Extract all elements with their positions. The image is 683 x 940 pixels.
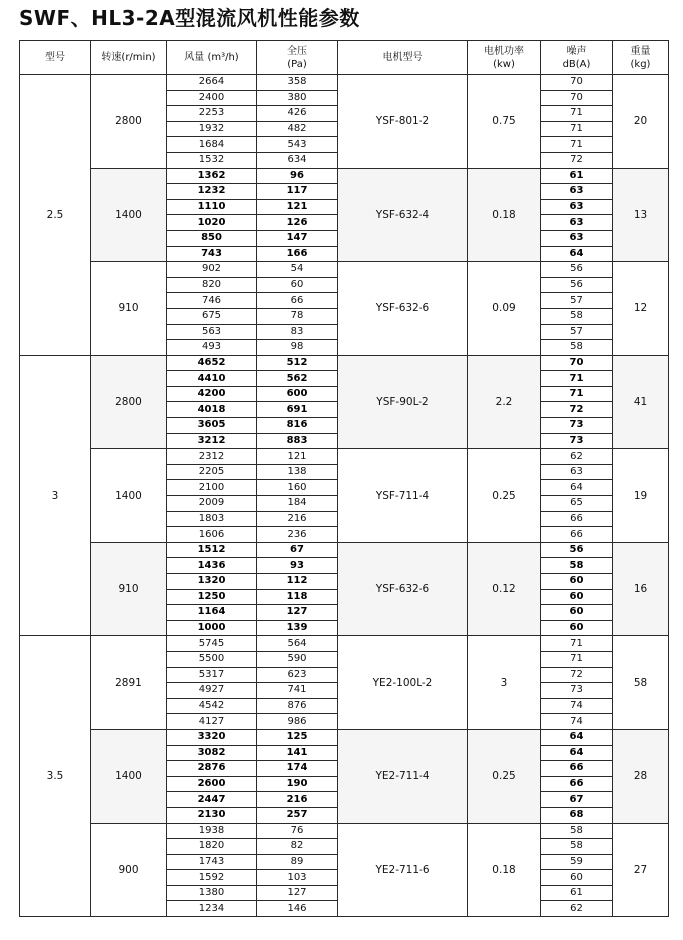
flow-cell: 1000: [167, 620, 257, 636]
flow-cell: 1820: [167, 839, 257, 855]
noise-cell: 64: [541, 729, 613, 745]
pressure-cell: 691: [257, 402, 338, 418]
pressure-cell: 600: [257, 386, 338, 402]
pressure-cell: 482: [257, 121, 338, 137]
noise-cell: 56: [541, 277, 613, 293]
speed-cell: 910: [91, 542, 167, 636]
pressure-cell: 76: [257, 823, 338, 839]
pressure-cell: 512: [257, 355, 338, 371]
flow-cell: 1803: [167, 511, 257, 527]
flow-cell: 4018: [167, 402, 257, 418]
noise-cell: 58: [541, 558, 613, 574]
table-row: [20, 636, 669, 652]
flow-cell: 2876: [167, 761, 257, 777]
header-flow: 风量 (m³/h): [167, 41, 257, 75]
flow-cell: 1512: [167, 542, 257, 558]
noise-cell: 64: [541, 246, 613, 262]
weight-cell: 13: [613, 168, 669, 262]
pressure-cell: 93: [257, 558, 338, 574]
pressure-cell: 67: [257, 542, 338, 558]
flow-cell: 1020: [167, 215, 257, 231]
flow-cell: 1743: [167, 854, 257, 870]
model-cell: 3.5: [20, 636, 91, 917]
noise-cell: 58: [541, 839, 613, 855]
table-body: [20, 75, 669, 917]
noise-cell: 60: [541, 870, 613, 886]
speed-cell: 910: [91, 262, 167, 356]
pressure-cell: 257: [257, 807, 338, 823]
noise-cell: 73: [541, 433, 613, 449]
power-cell: 0.09: [468, 262, 541, 356]
noise-cell: 63: [541, 184, 613, 200]
noise-cell: 73: [541, 418, 613, 434]
table-row: [20, 262, 669, 278]
flow-cell: 3605: [167, 418, 257, 434]
pressure-cell: 83: [257, 324, 338, 340]
flow-cell: 675: [167, 308, 257, 324]
power-cell: 0.18: [468, 168, 541, 262]
flow-cell: 1234: [167, 901, 257, 917]
noise-cell: 65: [541, 496, 613, 512]
flow-cell: 1592: [167, 870, 257, 886]
pressure-cell: 121: [257, 199, 338, 215]
flow-cell: 902: [167, 262, 257, 278]
noise-cell: 56: [541, 542, 613, 558]
pressure-cell: 98: [257, 340, 338, 356]
noise-cell: 71: [541, 121, 613, 137]
power-cell: 0.18: [468, 823, 541, 917]
table-row: [20, 355, 669, 371]
speed-cell: 2800: [91, 355, 167, 449]
pressure-cell: 60: [257, 277, 338, 293]
flow-cell: 1684: [167, 137, 257, 153]
noise-cell: 74: [541, 714, 613, 730]
noise-cell: 60: [541, 620, 613, 636]
flow-cell: 2600: [167, 776, 257, 792]
pressure-cell: 118: [257, 589, 338, 605]
flow-cell: 1164: [167, 605, 257, 621]
flow-cell: 2009: [167, 496, 257, 512]
pressure-cell: 876: [257, 698, 338, 714]
flow-cell: 2205: [167, 464, 257, 480]
noise-cell: 66: [541, 511, 613, 527]
pressure-cell: 89: [257, 854, 338, 870]
weight-cell: 19: [613, 449, 669, 543]
pressure-cell: 117: [257, 184, 338, 200]
flow-cell: 4410: [167, 371, 257, 387]
noise-cell: 73: [541, 683, 613, 699]
pressure-cell: 883: [257, 433, 338, 449]
noise-cell: 70: [541, 90, 613, 106]
flow-cell: 3082: [167, 745, 257, 761]
noise-cell: 62: [541, 449, 613, 465]
flow-cell: 1362: [167, 168, 257, 184]
noise-cell: 60: [541, 589, 613, 605]
pressure-cell: 358: [257, 75, 338, 91]
flow-cell: 820: [167, 277, 257, 293]
motor-cell: YSF-632-4: [338, 168, 468, 262]
weight-cell: 20: [613, 75, 669, 169]
pressure-cell: 166: [257, 246, 338, 262]
pressure-cell: 147: [257, 230, 338, 246]
header-weight: 重量 (kg): [613, 41, 669, 75]
noise-cell: 63: [541, 215, 613, 231]
noise-cell: 70: [541, 355, 613, 371]
power-cell: 0.75: [468, 75, 541, 169]
speed-cell: 2800: [91, 75, 167, 169]
pressure-cell: 66: [257, 293, 338, 309]
model-cell: 3: [20, 355, 91, 636]
noise-cell: 63: [541, 464, 613, 480]
motor-cell: YE2-100L-2: [338, 636, 468, 730]
header-model: 型号: [20, 41, 91, 75]
pressure-cell: 125: [257, 729, 338, 745]
pressure-cell: 139: [257, 620, 338, 636]
flow-cell: 1380: [167, 885, 257, 901]
weight-cell: 58: [613, 636, 669, 730]
noise-cell: 61: [541, 885, 613, 901]
flow-cell: 1606: [167, 527, 257, 543]
power-cell: 0.25: [468, 729, 541, 823]
flow-cell: 1532: [167, 152, 257, 168]
noise-cell: 72: [541, 402, 613, 418]
noise-cell: 57: [541, 293, 613, 309]
flow-cell: 2130: [167, 807, 257, 823]
noise-cell: 72: [541, 152, 613, 168]
noise-cell: 66: [541, 776, 613, 792]
pressure-cell: 184: [257, 496, 338, 512]
header-speed: 转速(r/min): [91, 41, 167, 75]
flow-cell: 2253: [167, 106, 257, 122]
power-cell: 0.12: [468, 542, 541, 636]
pressure-cell: 562: [257, 371, 338, 387]
flow-cell: 1232: [167, 184, 257, 200]
noise-cell: 57: [541, 324, 613, 340]
noise-cell: 74: [541, 698, 613, 714]
motor-cell: YE2-711-6: [338, 823, 468, 917]
table-row: [20, 729, 669, 745]
flow-cell: 2400: [167, 90, 257, 106]
noise-cell: 70: [541, 75, 613, 91]
pressure-cell: 590: [257, 651, 338, 667]
noise-cell: 71: [541, 651, 613, 667]
pressure-cell: 160: [257, 480, 338, 496]
pressure-cell: 103: [257, 870, 338, 886]
flow-cell: 5745: [167, 636, 257, 652]
flow-cell: 2447: [167, 792, 257, 808]
motor-cell: YSF-801-2: [338, 75, 468, 169]
flow-cell: 850: [167, 230, 257, 246]
speed-cell: 1400: [91, 729, 167, 823]
table-row: [20, 449, 669, 465]
table-row: [20, 75, 669, 91]
speed-cell: 900: [91, 823, 167, 917]
weight-cell: 28: [613, 729, 669, 823]
noise-cell: 64: [541, 745, 613, 761]
speed-cell: 1400: [91, 449, 167, 543]
noise-cell: 72: [541, 667, 613, 683]
noise-cell: 63: [541, 199, 613, 215]
noise-cell: 71: [541, 636, 613, 652]
pressure-cell: 96: [257, 168, 338, 184]
pressure-cell: 543: [257, 137, 338, 153]
flow-cell: 3212: [167, 433, 257, 449]
header-noise: 噪声 dB(A): [541, 41, 613, 75]
pressure-cell: 54: [257, 262, 338, 278]
model-cell: 2.5: [20, 75, 91, 356]
speed-cell: 2891: [91, 636, 167, 730]
pressure-cell: 190: [257, 776, 338, 792]
noise-cell: 60: [541, 605, 613, 621]
flow-cell: 1250: [167, 589, 257, 605]
noise-cell: 66: [541, 761, 613, 777]
pressure-cell: 121: [257, 449, 338, 465]
flow-cell: 1938: [167, 823, 257, 839]
power-cell: 3: [468, 636, 541, 730]
pressure-cell: 564: [257, 636, 338, 652]
pressure-cell: 138: [257, 464, 338, 480]
pressure-cell: 816: [257, 418, 338, 434]
noise-cell: 58: [541, 823, 613, 839]
flow-cell: 2100: [167, 480, 257, 496]
flow-cell: 5317: [167, 667, 257, 683]
weight-cell: 16: [613, 542, 669, 636]
motor-cell: YSF-90L-2: [338, 355, 468, 449]
motor-cell: YSF-711-4: [338, 449, 468, 543]
noise-cell: 63: [541, 230, 613, 246]
motor-cell: YSF-632-6: [338, 542, 468, 636]
noise-cell: 60: [541, 574, 613, 590]
noise-cell: 66: [541, 527, 613, 543]
flow-cell: 493: [167, 340, 257, 356]
pressure-cell: 146: [257, 901, 338, 917]
noise-cell: 56: [541, 262, 613, 278]
noise-cell: 71: [541, 106, 613, 122]
pressure-cell: 126: [257, 215, 338, 231]
noise-cell: 67: [541, 792, 613, 808]
weight-cell: 41: [613, 355, 669, 449]
pressure-cell: 236: [257, 527, 338, 543]
noise-cell: 62: [541, 901, 613, 917]
flow-cell: 1932: [167, 121, 257, 137]
table-row: [20, 823, 669, 839]
noise-cell: 58: [541, 308, 613, 324]
weight-cell: 12: [613, 262, 669, 356]
pressure-cell: 986: [257, 714, 338, 730]
flow-cell: 3320: [167, 729, 257, 745]
table-row: [20, 168, 669, 184]
flow-cell: 4127: [167, 714, 257, 730]
noise-cell: 58: [541, 340, 613, 356]
motor-cell: YE2-711-4: [338, 729, 468, 823]
pressure-cell: 426: [257, 106, 338, 122]
pressure-cell: 127: [257, 885, 338, 901]
page-title: SWF、HL3-2A型混流风机性能参数: [19, 6, 360, 30]
pressure-cell: 112: [257, 574, 338, 590]
header-pressure: 全压 (Pa): [257, 41, 338, 75]
pressure-cell: 623: [257, 667, 338, 683]
motor-cell: YSF-632-6: [338, 262, 468, 356]
power-cell: 0.25: [468, 449, 541, 543]
header-power: 电机功率 (kw): [468, 41, 541, 75]
noise-cell: 71: [541, 386, 613, 402]
pressure-cell: 127: [257, 605, 338, 621]
flow-cell: 4200: [167, 386, 257, 402]
pressure-cell: 78: [257, 308, 338, 324]
pressure-cell: 380: [257, 90, 338, 106]
noise-cell: 61: [541, 168, 613, 184]
header-motor: 电机型号: [338, 41, 468, 75]
flow-cell: 746: [167, 293, 257, 309]
weight-cell: 27: [613, 823, 669, 917]
flow-cell: 4652: [167, 355, 257, 371]
flow-cell: 743: [167, 246, 257, 262]
noise-cell: 68: [541, 807, 613, 823]
flow-cell: 4542: [167, 698, 257, 714]
noise-cell: 64: [541, 480, 613, 496]
flow-cell: 4927: [167, 683, 257, 699]
power-cell: 2.2: [468, 355, 541, 449]
speed-cell: 1400: [91, 168, 167, 262]
flow-cell: 1110: [167, 199, 257, 215]
flow-cell: 2312: [167, 449, 257, 465]
noise-cell: 71: [541, 371, 613, 387]
flow-cell: 563: [167, 324, 257, 340]
pressure-cell: 82: [257, 839, 338, 855]
pressure-cell: 141: [257, 745, 338, 761]
table-row: [20, 542, 669, 558]
flow-cell: 1436: [167, 558, 257, 574]
pressure-cell: 634: [257, 152, 338, 168]
flow-cell: 2664: [167, 75, 257, 91]
pressure-cell: 741: [257, 683, 338, 699]
flow-cell: 1320: [167, 574, 257, 590]
pressure-cell: 174: [257, 761, 338, 777]
performance-table: [19, 40, 669, 917]
pressure-cell: 216: [257, 511, 338, 527]
pressure-cell: 216: [257, 792, 338, 808]
flow-cell: 5500: [167, 651, 257, 667]
noise-cell: 71: [541, 137, 613, 153]
header-row: [20, 41, 669, 75]
noise-cell: 59: [541, 854, 613, 870]
